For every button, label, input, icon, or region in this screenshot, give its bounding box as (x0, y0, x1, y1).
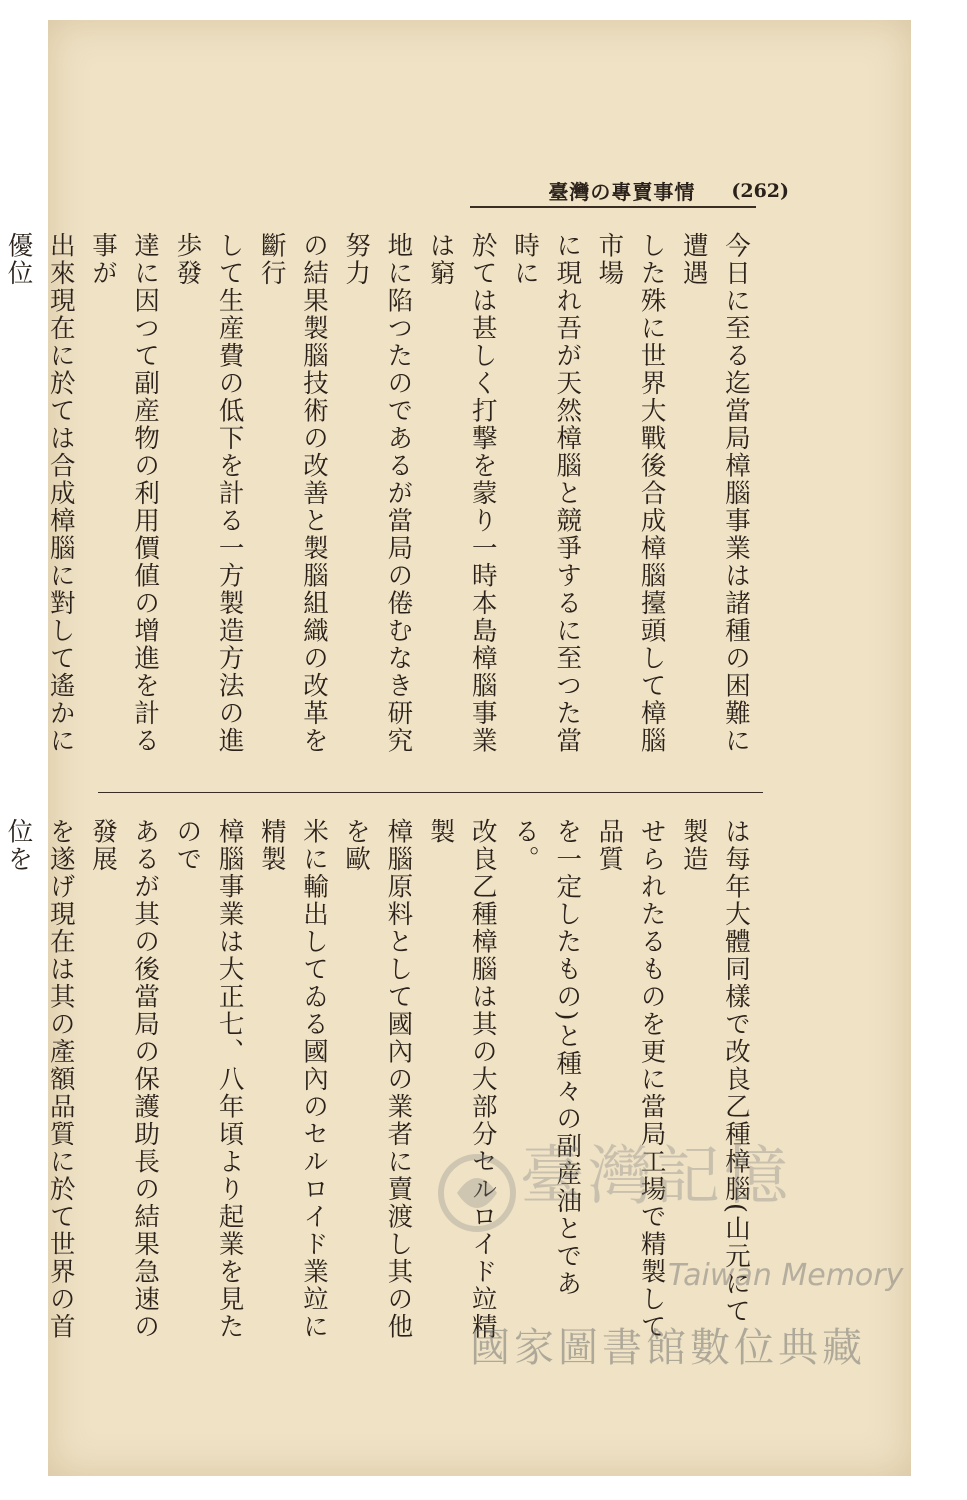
text-column: あるが其の後當局の保護助長の結果急速の發展 (87, 818, 161, 1341)
watermark-institution: 國家圖書館數位典藏 (470, 1325, 866, 1371)
header-title: 臺灣の專賣事情 (548, 180, 696, 204)
text-column: して生産費の低下を計る一方製造方法の進歩發 (172, 232, 245, 755)
text-column: は每年大體同樣で改良乙種樟腦(山元にて製造 (678, 818, 751, 1325)
text-column: 達に因つて副産物の利用價値の增進を計る事が (87, 232, 161, 755)
watermark-english: Taiwan Memory (668, 1258, 904, 1293)
text-column: の結果製腦技術の改善と製腦組織の改革を斷行 (256, 232, 329, 755)
watermark-logo-icon (432, 1148, 522, 1238)
text-block-top (0, 232, 757, 764)
text-column: した殊に世界大戰後合成樟腦擡頭して樟腦市場 (594, 232, 667, 755)
text-column: 樟腦事業は大正七、八年頃より起業を見たので (172, 818, 245, 1341)
text-column: 改良乙種樟腦は其の大部分セルロイド竝精製 (425, 818, 498, 1341)
text-column: 米に輸出してゐる國內のセルロイド業竝に精製 (256, 818, 329, 1341)
text-column: を一定したもの)と種々の副産油とである。 (509, 818, 583, 1298)
text-column: を遂げ現在は其の產額品質に於て世界の首位を (3, 818, 76, 1341)
text-column: 出來現在に於ては合成樟腦に對して遙かに優位 (3, 232, 76, 755)
text-column: 於ては甚しく打撃を蒙り一時本島樟腦事業は窮 (425, 232, 498, 755)
text-block-bottom (0, 818, 757, 1350)
text-column: 今日に至る迄當局樟腦事業は諸種の困難に遭遇 (678, 232, 751, 755)
text-column: 樟腦原料として國內の業者に賣渡し其の他を歐 (341, 818, 414, 1341)
text-column: せられたるものを更に當局工場で精製して品質 (594, 818, 667, 1341)
page-number: (262) (731, 179, 789, 202)
section-divider (98, 792, 763, 793)
running-header (548, 176, 789, 205)
text-column: に現れ吾が天然樟腦と競爭するに至つた當時に (509, 232, 583, 755)
watermark-title: 臺灣記憶 (520, 1140, 792, 1214)
header-rule (470, 206, 756, 208)
text-column: 地に陷つたのであるが當局の倦むなき研究努力 (341, 232, 414, 755)
